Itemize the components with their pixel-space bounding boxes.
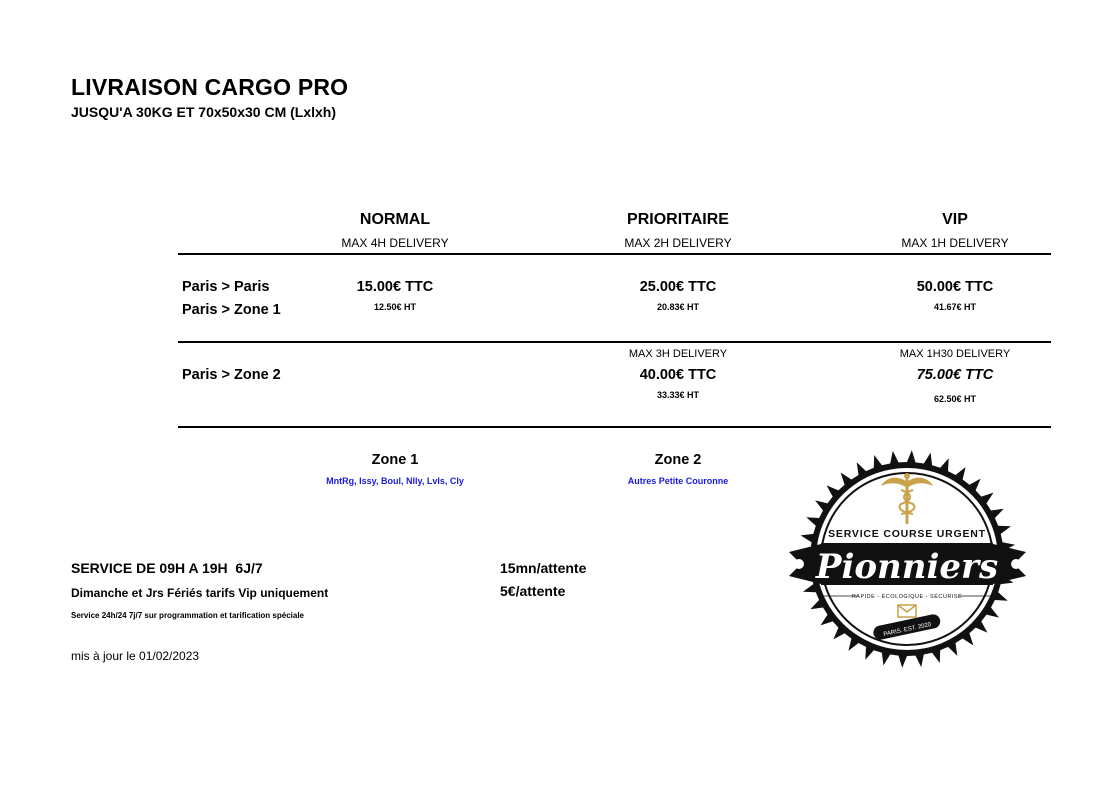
logo-right-wheel-icon [1011,559,1021,569]
service-sunday: Dimanche et Jrs Fériés tarifs Vip uniquement [71,586,329,600]
zone1-title: Zone 1 [371,452,419,468]
logo-top-text: SERVICE COURSE URGENT [828,528,986,540]
row1-vip-ht: 41.67€ HT [933,302,977,312]
pionniers-logo [775,448,1040,670]
logo-est-text: PARIS. EST. 2020 [883,621,932,638]
row2-vip-ht: 62.50€ HT [933,394,977,404]
updated-date: mis à jour le 01/02/2023 [71,649,200,663]
row1-normal-ttc: 15.00€ TTC [356,279,434,295]
row1-prioritaire-ttc: 25.00€ TTC [639,279,717,295]
row2-prioritaire-ht: 33.33€ HT [656,390,700,400]
page-title: LIVRAISON CARGO PRO [71,74,349,100]
logo-left-wheel-icon [794,559,804,569]
table-divider [178,341,1051,343]
waiting-fee-1: 15mn/attente [500,560,587,576]
zone2-towns: Autres Petite Couronne [627,476,729,486]
row2-prioritaire-delivery: MAX 3H DELIVERY [628,348,728,360]
row1-label-zone1: Paris > Zone 1 [182,302,281,318]
col-normal-title: NORMAL [359,211,431,228]
row2-vip-ttc: 75.00€ TTC [916,367,994,383]
row2-label: Paris > Zone 2 [182,367,281,383]
col-prioritaire-title: PRIORITAIRE [627,211,729,228]
table-divider [178,426,1051,428]
zone2-title: Zone 2 [654,452,702,468]
zone1-towns: MntRg, Issy, Boul, Nlly, Lvls, Cly [326,476,464,486]
row1-vip-ttc: 50.00€ TTC [916,279,994,295]
row2-prioritaire-ttc: 40.00€ TTC [639,367,717,383]
row1-normal-ht: 12.50€ HT [373,302,417,312]
logo-tagline: RAPIDE - ÉCOLOGIQUE - SÉCURISÉ [851,594,963,600]
row1-label-paris: Paris > Paris [182,279,270,295]
col-prioritaire-delivery: MAX 2H DELIVERY [624,236,732,250]
row2-vip-delivery: MAX 1H30 DELIVERY [899,348,1011,360]
page-subtitle: JUSQU'A 30KG ET 70x50x30 CM (Lxlxh) [71,104,337,120]
col-vip-title: VIP [942,211,968,228]
row1-prioritaire-ht: 20.83€ HT [656,302,700,312]
waiting-fee-2: 5€/attente [500,583,566,599]
service-24h: Service 24h/24 7j/7 sur programmation et tarification spéciale [71,611,304,620]
service-hours: SERVICE DE 09H A 19H 6J/7 [71,560,263,576]
col-vip-delivery: MAX 1H DELIVERY [901,236,1009,250]
logo-brand-text: Pionniers [815,547,999,587]
col-normal-delivery: MAX 4H DELIVERY [341,236,449,250]
table-divider [178,253,1051,255]
